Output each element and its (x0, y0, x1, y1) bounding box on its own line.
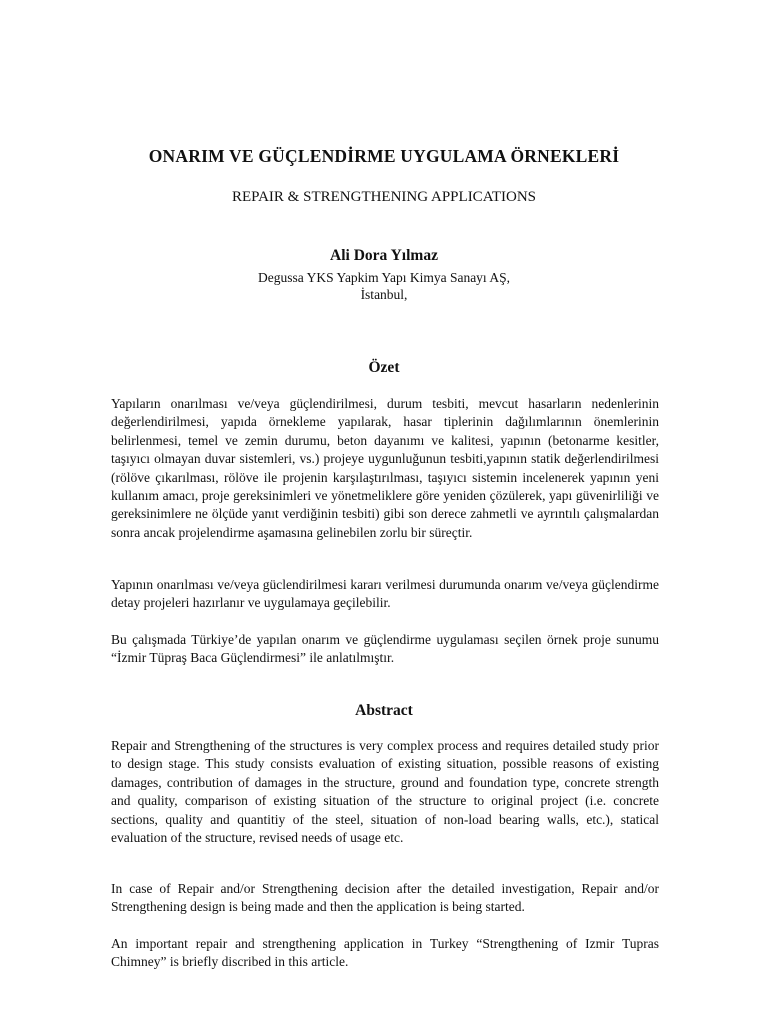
ozet-paragraph-2: Yapının onarılması ve/veya güclendirilmesi kararı verilmesi durumunda onarım ve/veya güçlendirme detay projeleri hazırlanır ve uygulamaya geçilebilir. (111, 577, 659, 611)
author-name: Ali Dora Yılmaz (330, 247, 438, 264)
ozet-paragraph-1: Yapıların onarılması ve/veya güçlendirilmesi, durum tesbiti, mevcut hasarların nedenlerinin değerlendirilmesi, yapıda örnekleme yapılarak, hasar tiplerinin dağılımlarının önemlerinin belirlenmesi, temel ve zemin durumu, beton dayanımı ve kalitesi, yapının (betonarme kesitler, taşıyıcı olmayan duvar sistemleri, vs.) projeye uygunluğunun tesbiti,yapının statik değerlendirilmesi (rölöve çıkarılması, rölöve ile projenin karşılaştırılması, taşıyıcı sistemin incelenerek yapının yeni kullanım amacı, proje gereksinimleri ve yönetmeliklere göre yeniden çözülerek, yapı güvenirliliği ve gereksinimlere ne ölçüde yanıt verdiğinin tesbiti) gibi son derece zahmetli ve ayrıntılı çalışmalardan sonra ancak projelendirme aşamasına gelinebilen zorlu bir süreçtir. (111, 396, 659, 540)
abstract-paragraph-3: An important repair and strengthening application in Turkey “Strengthening of Izmir Tupras Chimney” is briefly discribed in this article. (111, 936, 659, 970)
abstract-heading: Abstract (355, 702, 413, 719)
ozet-heading: Özet (368, 359, 400, 376)
paper-subtitle: REPAIR & STRENGTHENING APPLICATIONS (231, 189, 537, 205)
abstract-paragraph-1: Repair and Strengthening of the structures is very complex process and requires detailed study prior to design stage. This study consists evaluation of existing situation, possible reasons of existing damages, contribution of damages in the structure, ground and foundation type, concrete strength and quality, comparison of existing situation of the structure to original project (i.e. concrete sections, quality and quantitiy of the steel, situation of non-load bearing walls, etc.), statical evaluation of the structure, revised needs of usage etc. (111, 738, 659, 846)
abstract-paragraph-2: In case of Repair and/or Strengthening decision after the detailed investigation, Repair and/or Strengthening design is being made and then the application is being started. (111, 881, 659, 915)
paper-title: ONARIM VE GÜÇLENDİRME UYGULAMA ÖRNEKLERİ (148, 146, 620, 166)
author-affiliation (0, 269, 768, 303)
affiliation-line-1: Degussa YKS Yapkim Yapı Kimya Sanayı AŞ, (258, 270, 510, 285)
affiliation-line-2: İstanbul, (360, 287, 408, 302)
ozet-paragraph-3: Bu çalışmada Türkiye’de yapılan onarım ve güçlendirme uygulaması seçilen örnek proje sunumu “İzmir Tüpraş Baca Güçlendirmesi” ile anlatılmıştır. (111, 632, 659, 666)
